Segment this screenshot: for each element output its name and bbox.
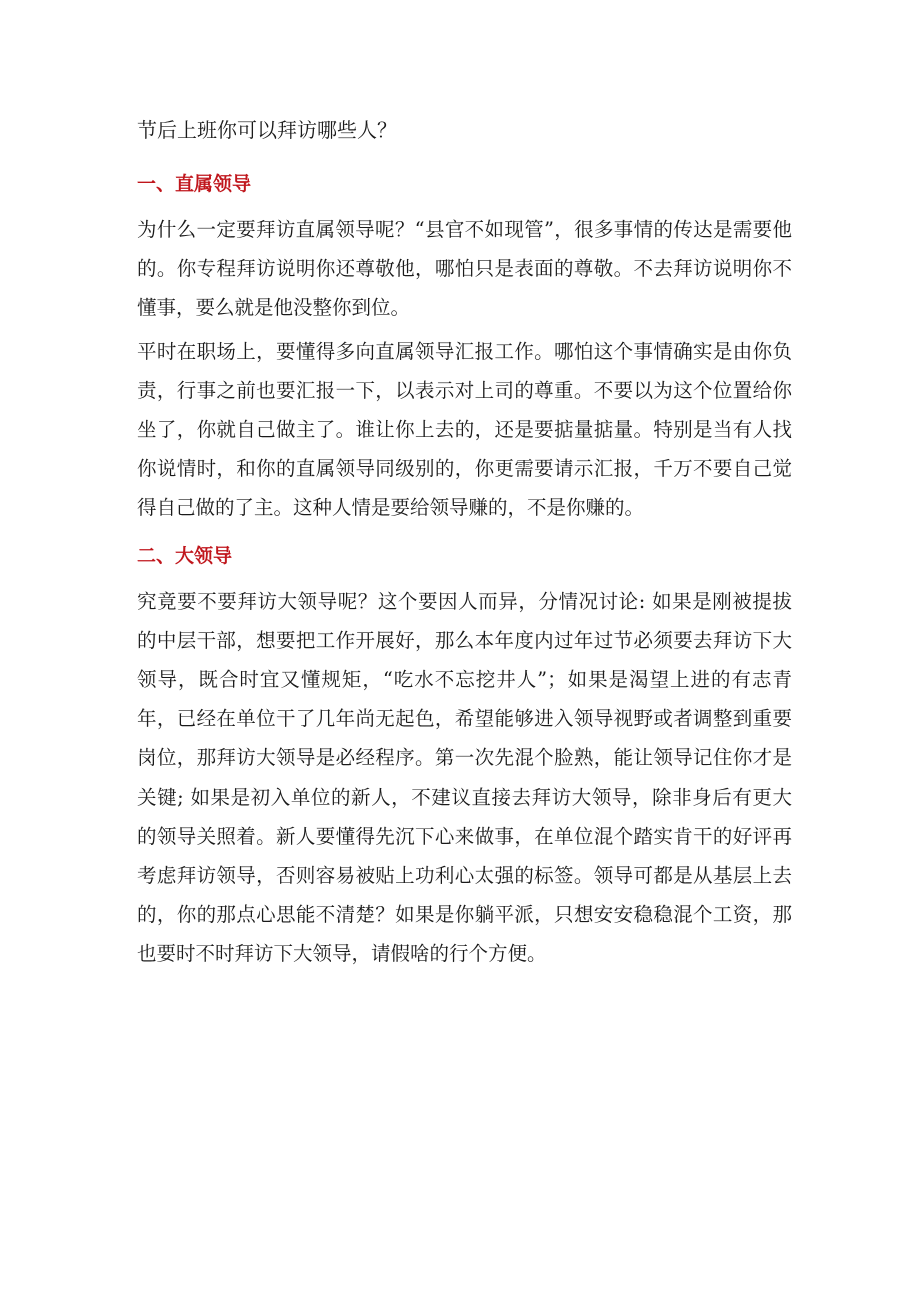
document-title: 节后上班你可以拜访哪些人？ — [137, 118, 397, 142]
section-big-leader — [137, 538, 792, 974]
section-heading: 二、大领导 — [137, 544, 233, 567]
paragraph: 为什么一定要拜访直属领导呢？“县官不如现管”，很多事情的传达是需要他的。你专程拜访说明你还尊敬他，哪怕只是表面的尊敬。不去拜访说明你不懂事，要么就是他没整你到位。 — [137, 218, 792, 320]
paragraph: 平时在职场上，要懂得多向直属领导汇报工作。哪怕这个事情确实是由你负责，行事之前也要汇报一下，以表示对上司的尊重。不要以为这个位置给你坐了，你就自己做主了。谁让你上去的，还是要掂量掂量。特别是当有人找你说情时，和你的直属领导同级别的，你更需要请示汇报，千万不要自己觉得自己做的了主。这种人情是要给领导赚的，不是你赚的。 — [137, 339, 792, 520]
section-heading: 一、直属领导 — [137, 173, 252, 195]
paragraph: 究竟要不要拜访大领导呢？这个要因人而异，分情况讨论: 如果是刚被提拔的中层干部，想要把工作开展好，那么本年度内过年过节必须要去拜访下大领导，既合时宜又懂规矩，“吃水不忘挖井人”；如果是渴望上进的有志青年，已经在单位干了几年尚无起色，希望能够进入领导视野或者调整到重要岗位，那拜访大领导是必经程序。第一次先混个脸熟，能让领导记住你才是关键; 如果是初入单位的新人，不建议直接去拜访大领导，除非身后有更大的领导关照着。新人要懂得先沉下心来做事，在单位混个踏实肯干的好评再考虑拜访领导，否则容易被贴上功利心太强的标签。领导可都是从基层上去的，你的那点心思能不清楚？如果是你躺平派，只想安安稳稳混个工资，那也要时不时拜访下大领导，请假啥的行个方便。 — [137, 589, 792, 966]
section-direct-leader — [137, 166, 792, 528]
